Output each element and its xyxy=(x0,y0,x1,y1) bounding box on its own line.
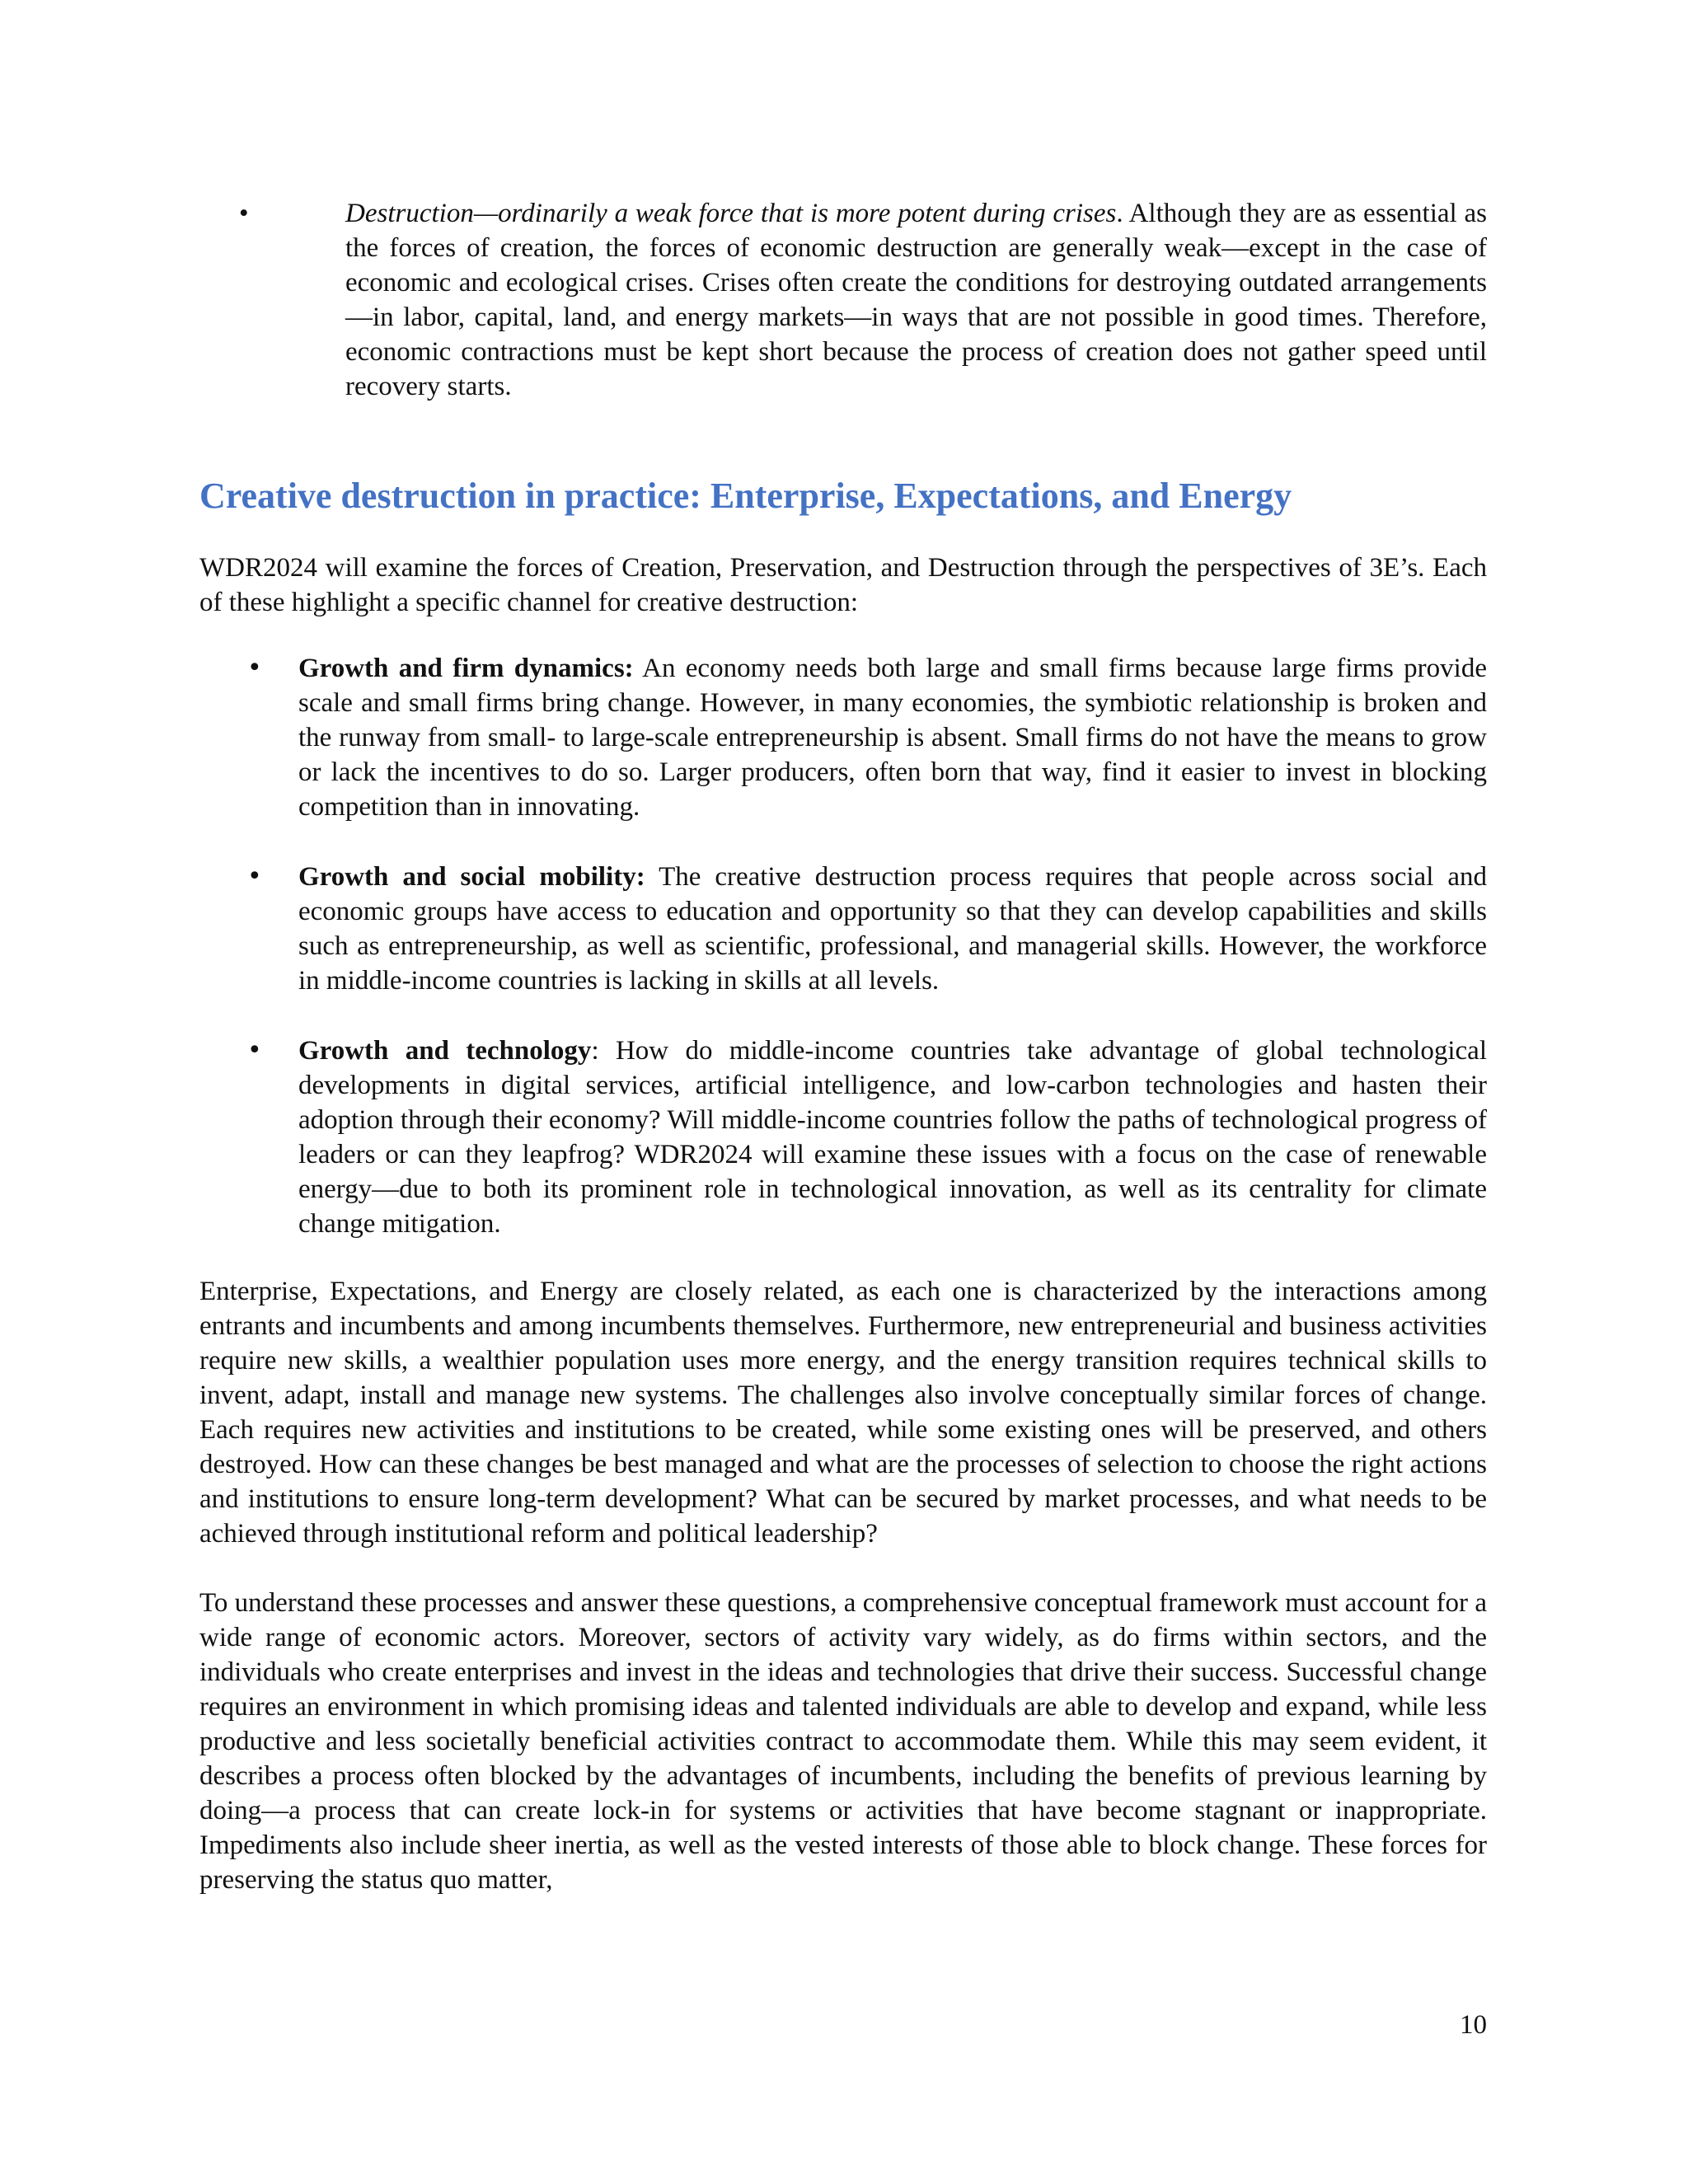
channels-list xyxy=(199,651,1487,1241)
list-item-firm-dynamics xyxy=(199,651,1487,824)
document-page xyxy=(199,196,1487,1897)
list-item-text: The creative destruction process requires that people across social and economic groups have access to education and opportunity so that they can develop capabilities and skills such as entrepreneurship, as well as scientific, professional, and managerial skills. However, the workforce in middle-income countries is lacking in skills at all levels. xyxy=(298,862,1487,996)
page-number: 10 xyxy=(1460,2010,1487,2040)
bullet-marker: • xyxy=(247,654,262,682)
list-item-title: Growth and social mobility: xyxy=(298,862,645,892)
section-heading: Creative destruction in practice: Enterprise, Expectations, and Energy xyxy=(199,476,1292,516)
body-paragraph-1: Enterprise, Expectations, and Energy are closely related, as each one is characterized by the interactions among entrants and incumbents and among incumbents themselves. Furthermore, new entrepreneurial and business activities require new skills, a wealthier population uses more energy, and the energy transition requires technical skills to invent, adapt, install and manage new systems. The challenges also involve conceptually similar forces of change. Each requires new activities and institutions to be created, while some existing ones will be preserved, and others destroyed. How can these changes be best managed and what are the processes of selection to choose the right actions and institutions to ensure long-term development? What can be secured by market processes, and what needs to be achieved through institutional reform and political leadership? xyxy=(199,1277,1487,1549)
list-item-title: Growth and firm dynamics: xyxy=(298,654,634,683)
bullet-marker: • xyxy=(247,862,262,891)
destruction-bullet-title: Destruction—ordinarily a weak force that is more potent during crises xyxy=(345,199,1117,228)
list-item-text: : How do middle-income countries take advantage of global technological developments in digital services, artificial intelligence, and low-carbon technologies and hasten their adoption through their economy? Will middle-income countries follow the paths of technological progress of leaders or can they leapfrog? WDR2024 will examine these issues with a focus on the case of renewable energy—due to both its prominent role in technological innovation, as well as its centrality for climate change mitigation. xyxy=(298,1036,1487,1239)
body-paragraph-2: To understand these processes and answer these questions, a comprehensive conceptual framework must account for a wide range of economic actors. Moreover, sectors of activity vary widely, as do firms within sectors, and the individuals who create enterprises and invest in the ideas and technologies that drive their success. Successful change requires an environment in which promising ideas and talented individuals are able to develop and expand, while less productive and less societally beneficial activities contract to accommodate them. While this may seem evident, it describes a process often blocked by the advantages of incumbents, including the benefits of previous learning by doing—a process that can create lock-in for systems or activities that have become stagnant or inappropriate. Impediments also include sheer inertia, as well as the vested interests of those able to block change. These forces for preserving the status quo matter, xyxy=(199,1588,1487,1895)
list-item-text: An economy needs both large and small firms because large firms provide scale and small firms bring change. However, in many economies, the symbiotic relationship is broken and the runway from small- to large-scale entrepreneurship is absent. Small firms do not have the means to grow or lack the incentives to do so. Larger producers, often born that way, find it easier to invest in blocking competition than in innovating. xyxy=(298,654,1487,822)
list-item-technology xyxy=(199,1033,1487,1241)
bullet-marker: • xyxy=(239,199,249,228)
intro-paragraph: WDR2024 will examine the forces of Creation, Preservation, and Destruction through the perspectives of 3E’s. Each of these highlight a specific channel for creative destruction: xyxy=(199,553,1487,617)
list-item-social-mobility xyxy=(199,860,1487,998)
bullet-marker: • xyxy=(247,1036,262,1065)
destruction-bullet xyxy=(199,196,1487,404)
list-item-title: Growth and technology xyxy=(298,1036,592,1066)
destruction-bullet-text: . Although they are as essential as the forces of creation, the forces of economic destruction are generally weak—except in the case of economic and ecological crises. Crises often create the conditions for destroying outdated arrangements—in labor, capital, land, and energy markets—in ways that are not possible in good times. Therefore, economic contractions must be kept short because the process of creation does not gather speed until recovery starts. xyxy=(345,199,1487,401)
